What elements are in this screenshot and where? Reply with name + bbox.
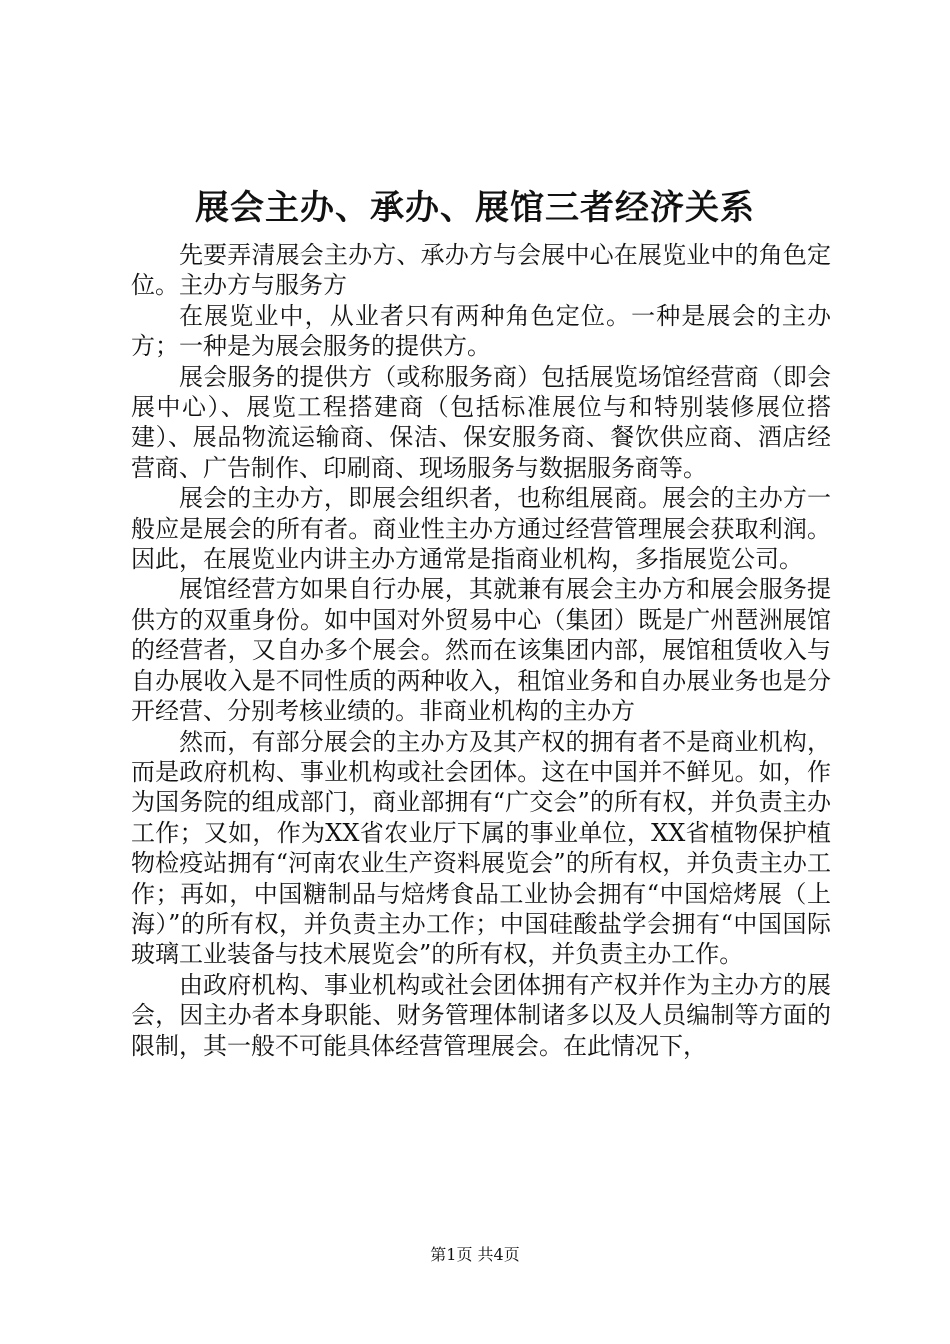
paragraph: 由政府机构、事业机构或社会团体拥有产权并作为主办方的展会，因主办者本身职能、财务管理体制诸多以及人员编制等方面的限制，其一般不可能具体经营管理展会。在此情况下，: [131, 970, 831, 1060]
paragraph: 展会服务的提供方（或称服务商）包括展览场馆经营商（即会展中心）、展览工程搭建商（包括标准展位与和特别装修展位搭建）、展品物流运输商、保洁、保安服务商、餐饮供应商、酒店经营商、广告制作、印刷商、现场服务与数据服务商等。: [131, 362, 831, 482]
page-number-footer: 第1页 共4页: [430, 1245, 520, 1264]
document-body: [131, 240, 831, 1061]
paragraph: 展馆经营方如果自行办展，其就兼有展会主办方和展会服务提供方的双重身份。如中国对外贸易中心（集团）既是广州琶洲展馆的经营者，又自办多个展会。然而在该集团内部，展馆租赁收入与自办展收入是不同性质的两种收入，租馆业务和自办展业务也是分开经营、分别考核业绩的。非商业机构的主办方: [131, 575, 831, 726]
paragraph: 然而，有部分展会的主办方及其产权的拥有者不是商业机构，而是政府机构、事业机构或社会团体。这在中国并不鲜见。如，作为国务院的组成部门，商业部拥有“广交会”的所有权，并负责主办工作；又如，作为XX省农业厅下属的事业单位，XX省植物保护植物检疫站拥有“河南农业生产资料展览会”的所有权，并负责主办工作；再如，中国糖制品与焙烤食品工业协会拥有“中国焙烤展（上海）”的所有权，并负责主办工作；中国硅酸盐学会拥有“中国国际玻璃工业装备与技术展览会”的所有权，并负责主办工作。: [131, 727, 831, 969]
paragraph: 展会的主办方，即展会组织者，也称组展商。展会的主办方一般应是展会的所有者。商业性主办方通过经营管理展会获取利润。因此，在展览业内讲主办方通常是指商业机构，多指展览公司。: [131, 484, 831, 574]
paragraph: 先要弄清展会主办方、承办方与会展中心在展览业中的角色定位。主办方与服务方: [131, 241, 831, 300]
paragraph: 在展览业中，从业者只有两种角色定位。一种是展会的主办方；一种是为展会服务的提供方。: [131, 301, 831, 361]
document-title: 展会主办、承办、展馆三者经济关系: [195, 188, 755, 228]
